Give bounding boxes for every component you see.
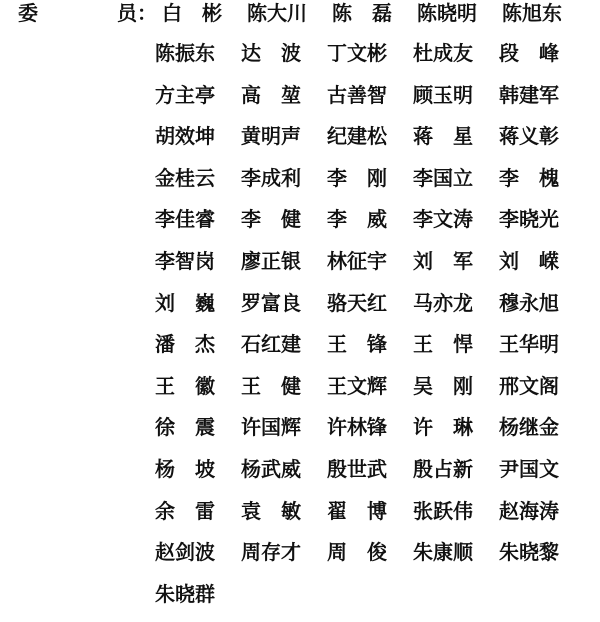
member-name: 胡效坤 — [155, 124, 215, 149]
name-row — [155, 82, 595, 124]
member-name: 王 锋 — [327, 332, 387, 357]
member-name: 罗富良 — [241, 290, 301, 315]
name-row — [155, 373, 595, 415]
member-name: 白 彬 — [162, 1, 222, 25]
member-name: 王 徽 — [155, 373, 215, 398]
member-name: 高 堃 — [241, 82, 301, 107]
member-name: 顾玉明 — [413, 82, 473, 107]
member-name: 王 悍 — [413, 332, 473, 357]
member-name: 许林锋 — [327, 415, 387, 440]
member-name: 李 健 — [241, 207, 301, 232]
member-name: 杨武威 — [241, 456, 301, 481]
member-name: 翟 博 — [327, 498, 387, 523]
first-row — [162, 0, 587, 26]
member-name: 陈大川 — [247, 1, 307, 25]
member-name: 殷占新 — [413, 456, 473, 481]
member-name: 李 威 — [327, 207, 387, 232]
member-name: 袁 敏 — [241, 498, 301, 523]
member-name: 殷世武 — [327, 456, 387, 481]
member-name: 韩建军 — [499, 82, 559, 107]
member-name: 李 槐 — [499, 165, 559, 190]
member-name: 陈振东 — [155, 41, 215, 65]
member-name: 李文涛 — [413, 207, 473, 232]
member-name: 陈 磊 — [332, 1, 392, 25]
member-name: 朱晓黎 — [499, 540, 559, 565]
member-name: 方主亭 — [155, 82, 215, 107]
member-name: 纪建松 — [327, 124, 387, 149]
member-name: 李晓光 — [499, 207, 559, 232]
member-name: 刘 军 — [413, 248, 473, 273]
member-name: 尹国文 — [499, 456, 559, 481]
name-row — [155, 40, 595, 82]
member-name: 刘 嵘 — [499, 248, 559, 273]
member-name: 徐 震 — [155, 415, 215, 440]
member-name: 达 波 — [241, 41, 301, 65]
member-label-part2: 员： — [117, 1, 157, 25]
member-name: 王文辉 — [327, 373, 387, 398]
member-name: 赵海涛 — [499, 498, 559, 523]
member-name: 李 刚 — [327, 165, 387, 190]
member-name: 刘 巍 — [155, 290, 215, 315]
name-row — [155, 498, 595, 540]
member-name: 李成利 — [241, 165, 301, 190]
name-row — [155, 331, 595, 373]
member-name: 吴 刚 — [413, 373, 473, 398]
name-row — [155, 456, 595, 498]
name-row — [155, 248, 595, 290]
member-name: 许 琳 — [413, 415, 473, 440]
member-name: 李佳睿 — [155, 207, 215, 232]
name-row — [155, 290, 595, 332]
member-name: 段 峰 — [499, 41, 559, 65]
member-name: 蒋义彰 — [499, 124, 559, 149]
member-name: 穆永旭 — [499, 290, 559, 315]
member-name: 许国辉 — [241, 415, 301, 440]
member-name: 丁文彬 — [327, 41, 387, 65]
member-name: 朱康顺 — [413, 540, 473, 565]
member-name: 杜成友 — [413, 41, 473, 65]
name-row — [155, 414, 595, 456]
name-row — [155, 123, 595, 165]
member-label-part1: 委 — [18, 1, 38, 25]
member-name: 古善智 — [327, 82, 387, 107]
member-name: 余 雷 — [155, 498, 215, 523]
member-name: 朱晓群 — [155, 581, 215, 606]
member-name: 邢文阁 — [499, 373, 559, 398]
member-name: 李国立 — [413, 165, 473, 190]
member-name: 陈晓明 — [417, 1, 477, 25]
member-name: 金桂云 — [155, 165, 215, 190]
member-name: 周 俊 — [327, 540, 387, 565]
name-row — [155, 206, 595, 248]
member-name: 骆天红 — [327, 290, 387, 315]
member-name: 李智岗 — [155, 248, 215, 273]
member-name: 赵剑波 — [155, 540, 215, 565]
member-name: 杨 坡 — [155, 456, 215, 481]
member-name: 张跃伟 — [413, 498, 473, 523]
member-grid — [155, 40, 595, 622]
member-name: 王华明 — [499, 332, 559, 357]
member-name: 蒋 星 — [413, 124, 473, 149]
name-row — [155, 539, 595, 581]
member-name: 黄明声 — [241, 124, 301, 149]
member-name: 廖正银 — [241, 248, 301, 273]
member-name: 石红建 — [241, 332, 301, 357]
member-name: 王 健 — [241, 373, 301, 398]
member-name: 林征宇 — [327, 248, 387, 273]
member-name: 杨继金 — [499, 415, 559, 440]
name-row — [155, 581, 595, 622]
member-name: 陈旭东 — [502, 1, 562, 25]
member-name: 潘 杰 — [155, 332, 215, 357]
member-name: 周存才 — [241, 540, 301, 565]
member-name: 马亦龙 — [413, 290, 473, 315]
name-row — [155, 165, 595, 207]
